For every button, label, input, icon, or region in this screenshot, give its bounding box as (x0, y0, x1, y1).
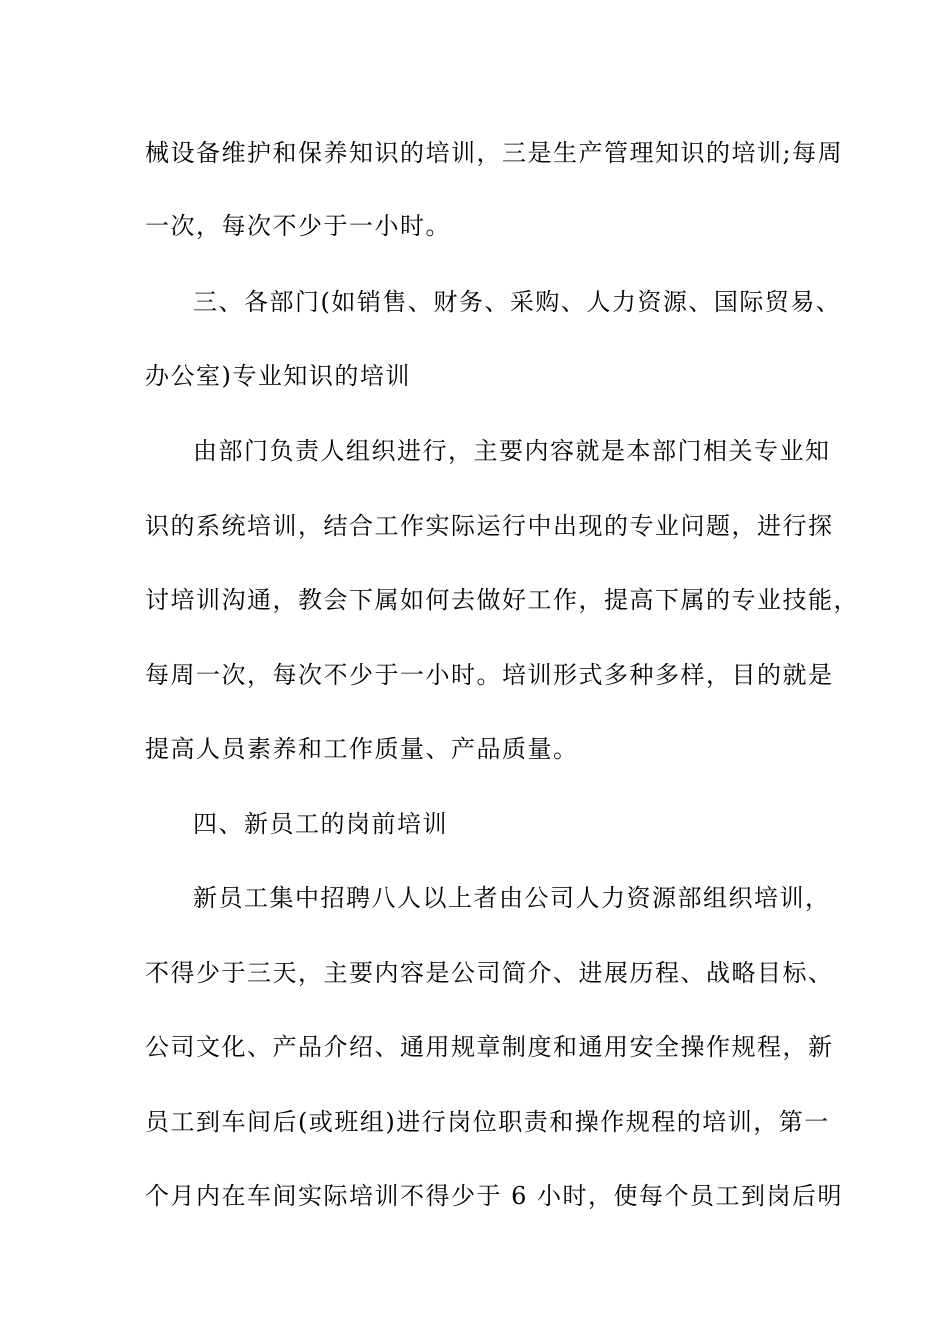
text-line: 个月内在车间实际培训不得少于 6 小时，使每个员工到岗后明 (145, 1182, 844, 1210)
text-line: 不得少于三天，主要内容是公司简介、进展历程、战略目标、 (145, 959, 834, 987)
text-line: 械设备维护和保养知识的培训，三是生产管理知识的培训;每周 (145, 139, 844, 167)
text-line: 员工到车间后(或班组)进行岗位职责和操作规程的培训，第一 (145, 1108, 830, 1136)
text-line: 讨培训沟通，教会下属如何去做好工作，提高下属的专业技能， (145, 586, 859, 614)
text-line: 由部门负责人组织进行，主要内容就是本部门相关专业知 (193, 437, 831, 465)
text-line: 每周一次，每次不少于一小时。培训形式多种多样，目的就是 (145, 661, 834, 689)
text-line: 一次，每次不少于一小时。 (145, 212, 451, 240)
section-heading: 四、新员工的岗前培训 (193, 810, 448, 838)
text-line: 识的系统培训，结合工作实际运行中出现的专业问题，进行探 (145, 512, 834, 540)
section-heading: 办公室)专业知识的培训 (145, 362, 411, 390)
text-line: 公司文化、产品介绍、通用规章制度和通用安全操作规程，新 (145, 1033, 834, 1061)
text-line: 新员工集中招聘八人以上者由公司人力资源部组织培训， (193, 884, 831, 912)
text-line: 提高人员素养和工作质量、产品质量。 (145, 735, 579, 763)
section-heading: 三、各部门(如销售、财务、采购、人力资源、国际贸易、 (193, 288, 842, 316)
